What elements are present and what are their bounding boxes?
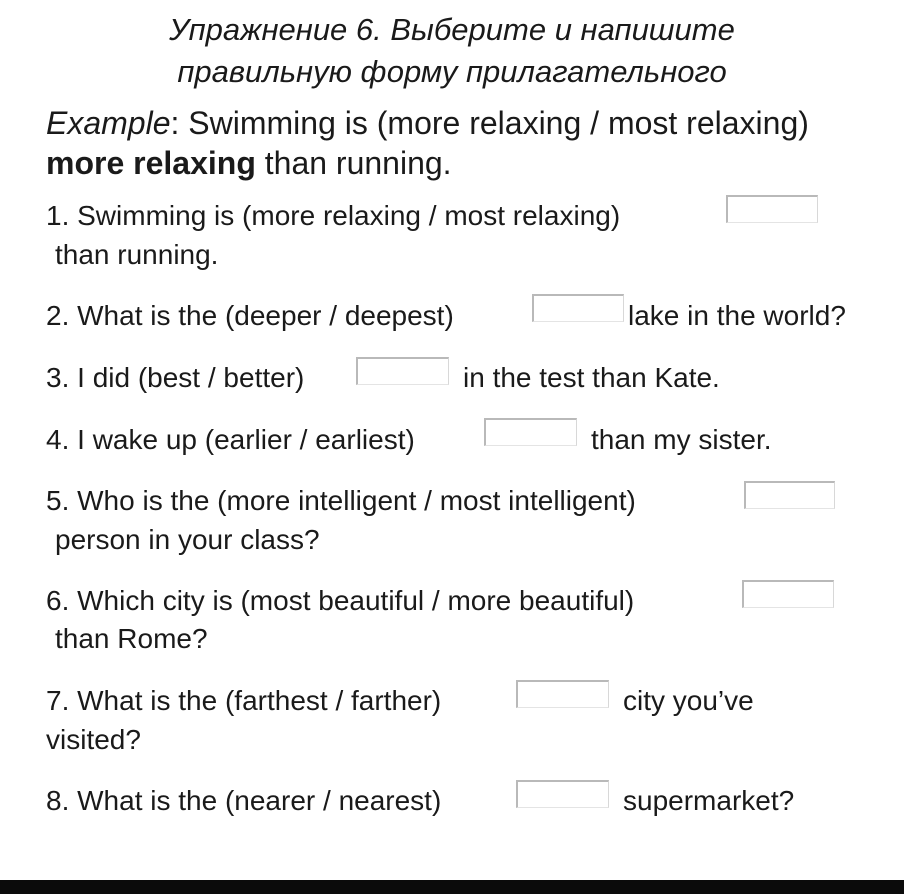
- item-5-continuation: person in your class?: [55, 524, 320, 555]
- item-5-answer-input[interactable]: [744, 481, 835, 509]
- item-2-after-blank: lake in the world?: [628, 300, 846, 331]
- item-7-text: 7. What is the (farthest / farther): [46, 685, 442, 716]
- exercise-title-line-2: правильную форму прилагательного: [177, 54, 727, 89]
- example-text-before: Swimming is (more relaxing / most relaxing): [179, 105, 809, 141]
- exercise-title-line-1: Упражнение 6. Выберите и напишите: [169, 12, 735, 47]
- example-colon: :: [170, 105, 180, 141]
- item-4-answer-input[interactable]: [484, 418, 577, 446]
- item-1-text: 1. Swimming is (more relaxing / most relaxing): [46, 200, 621, 231]
- example-label: Example: [46, 105, 171, 141]
- item-1-continuation: than running.: [55, 239, 219, 270]
- item-7-after-blank: city you’ve: [623, 685, 754, 716]
- item-2-text: 2. What is the (deeper / deepest): [46, 300, 454, 331]
- example-sentence: [46, 103, 846, 183]
- bottom-bar: [0, 880, 904, 894]
- item-6-continuation: than Rome?: [55, 623, 208, 654]
- item-4-after-blank: than my sister.: [591, 424, 772, 455]
- item-3-text: 3. I did (best / better): [46, 362, 305, 393]
- item-2-answer-input[interactable]: [532, 294, 624, 322]
- item-8-text: 8. What is the (nearer / nearest): [46, 785, 442, 816]
- item-1-answer-input[interactable]: [726, 195, 818, 223]
- item-6-answer-input[interactable]: [742, 580, 834, 608]
- item-3-after-blank: in the test than Kate.: [463, 362, 720, 393]
- example-text-after: than running.: [255, 145, 452, 181]
- item-3-answer-input[interactable]: [356, 357, 449, 385]
- item-7-continuation: visited?: [46, 724, 141, 755]
- item-8-answer-input[interactable]: [516, 780, 609, 808]
- item-4-text: 4. I wake up (earlier / earliest): [46, 424, 415, 455]
- item-6-text: 6. Which city is (most beautiful / more beautiful): [46, 585, 635, 616]
- item-5-text: 5. Who is the (more intelligent / most intelligent): [46, 485, 636, 516]
- example-answer: more relaxing: [46, 145, 256, 181]
- item-7-answer-input[interactable]: [516, 680, 609, 708]
- item-8-after-blank: supermarket?: [623, 785, 795, 816]
